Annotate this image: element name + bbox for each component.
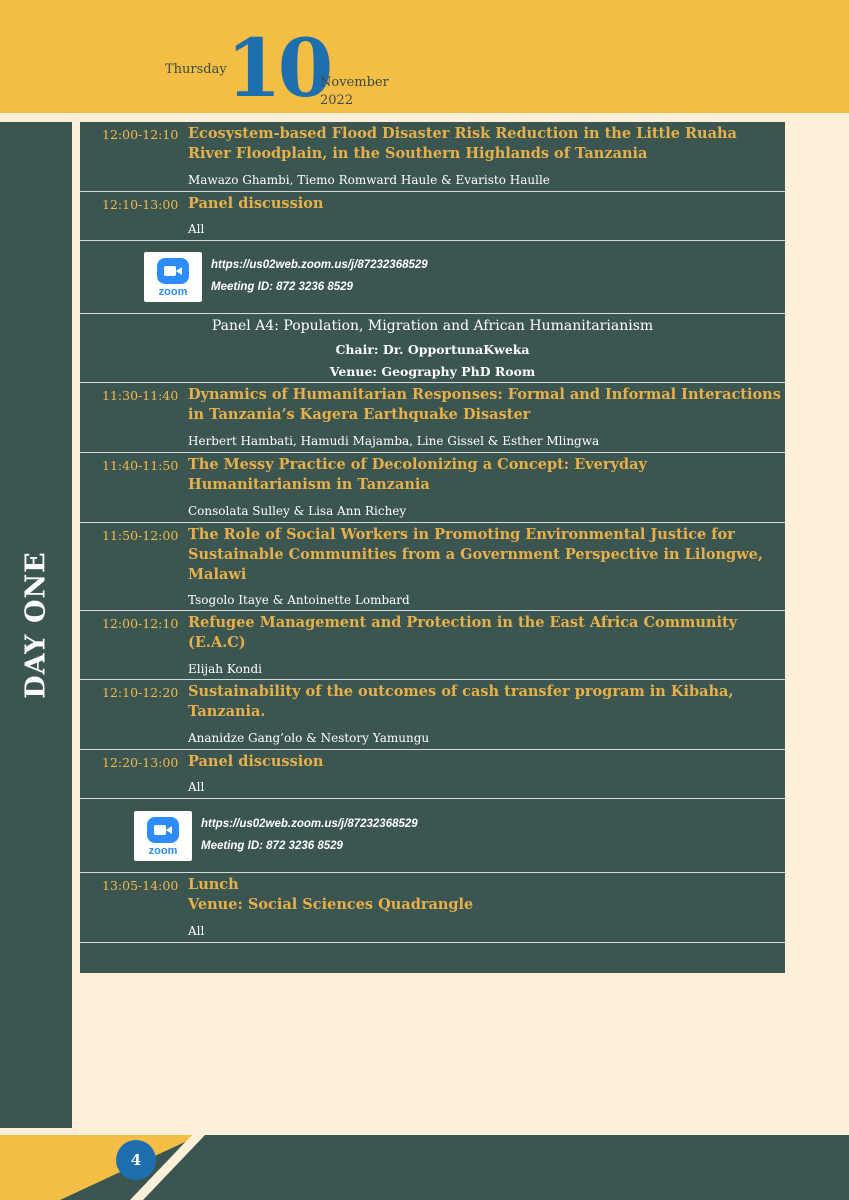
- session-time: 12:10-13:00: [102, 197, 179, 212]
- zoom-logo-icon: [144, 252, 202, 302]
- session-time: 12:00-12:10: [102, 127, 179, 142]
- session-title: Ecosystem-based Flood Disaster Risk Reduction in the Little Ruaha River Floodplain, in the Southern Highlands of Tanzania: [188, 125, 737, 162]
- year-label: 2022: [320, 93, 354, 109]
- header-band: [0, 0, 849, 113]
- panel-title: Panel A4: Population, Migration and African Humanitarianism: [211, 318, 654, 334]
- schedule-row: [80, 873, 785, 943]
- zoom-logo-text: zoom: [158, 286, 188, 298]
- session-title: Panel discussion: [188, 753, 324, 770]
- lunch-title: Lunch: [188, 876, 239, 893]
- session-title: Sustainability of the outcomes of cash transfer program in Kibaha, Tanzania.: [188, 683, 734, 720]
- session-authors: Herbert Hambati, Hamudi Majamba, Line Gissel & Esther Mlingwa: [188, 434, 600, 448]
- panel-venue: Venue: Geography PhD Room: [329, 364, 536, 379]
- schedule-row: [80, 453, 785, 523]
- video-camera-icon: [147, 817, 179, 843]
- panel-chair: Chair: Dr. OpportunaKweka: [335, 342, 530, 357]
- session-title: Refugee Management and Protection in the East Africa Community (E.A.C): [188, 614, 738, 651]
- panel-header-row: [80, 314, 785, 383]
- session-authors: Consolata Sulley & Lisa Ann Richey: [188, 504, 407, 518]
- zoom-logo-icon: [134, 811, 192, 861]
- session-authors: Elijah Kondi: [188, 662, 262, 676]
- session-title: The Messy Practice of Decolonizing a Concept: Everyday Humanitarianism in Tanzania: [188, 456, 647, 493]
- session-time: 11:30-11:40: [102, 388, 179, 403]
- schedule-row: [80, 523, 785, 611]
- session-authors: Ananidze Gang’olo & Nestory Yamungu: [188, 731, 430, 745]
- session-authors: All: [188, 924, 205, 938]
- day-one-label: DAY ONE: [20, 551, 52, 699]
- weekday-label: Thursday: [165, 62, 227, 77]
- session-time: 11:40-11:50: [102, 458, 179, 473]
- schedule-row: [80, 383, 785, 453]
- page-number: 4: [116, 1140, 156, 1180]
- month-year: [320, 74, 389, 110]
- session-authors: All: [188, 222, 205, 236]
- video-camera-icon: [157, 258, 189, 284]
- date-number: 10: [226, 21, 330, 115]
- session-title: The Role of Social Workers in Promoting Environmental Justice for Sustainable Communities from a Government Perspective in Lilongwe, Malawi: [188, 526, 763, 583]
- session-authors: All: [188, 780, 205, 794]
- schedule-row: [80, 750, 785, 799]
- zoom-row: [80, 241, 785, 314]
- session-time: 11:50-12:00: [102, 528, 179, 543]
- session-time: 13:05-14:00: [102, 878, 179, 893]
- session-time: 12:20-13:00: [102, 755, 179, 770]
- schedule-row: [80, 680, 785, 750]
- meeting-id: Meeting ID: 872 3236 8529: [201, 840, 343, 852]
- zoom-row: [80, 799, 785, 873]
- meeting-id: Meeting ID: 872 3236 8529: [211, 281, 353, 293]
- session-title: [188, 875, 783, 915]
- session-title: Panel discussion: [188, 195, 324, 212]
- session-title: Dynamics of Humanitarian Responses: Formal and Informal Interactions in Tanzania’s Kagera Earthquake Disaster: [188, 386, 781, 423]
- month-label: November: [320, 75, 389, 90]
- session-authors: Mawazo Ghambi, Tiemo Romward Haule & Evaristo Haulle: [188, 173, 550, 187]
- zoom-link[interactable]: https://us02web.zoom.us/j/87232368529: [211, 259, 428, 271]
- zoom-link[interactable]: https://us02web.zoom.us/j/87232368529: [201, 818, 418, 830]
- session-authors: Tsogolo Itaye & Antoinette Lombard: [188, 593, 410, 607]
- lunch-venue: Venue: Social Sciences Quadrangle: [188, 896, 474, 913]
- schedule-row: [80, 122, 785, 192]
- zoom-logo-text: zoom: [148, 845, 178, 857]
- session-time: 12:10-12:20: [102, 685, 179, 700]
- schedule-row: [80, 192, 785, 241]
- schedule-table: [80, 122, 785, 973]
- session-time: 12:00-12:10: [102, 616, 179, 631]
- schedule-row: [80, 611, 785, 680]
